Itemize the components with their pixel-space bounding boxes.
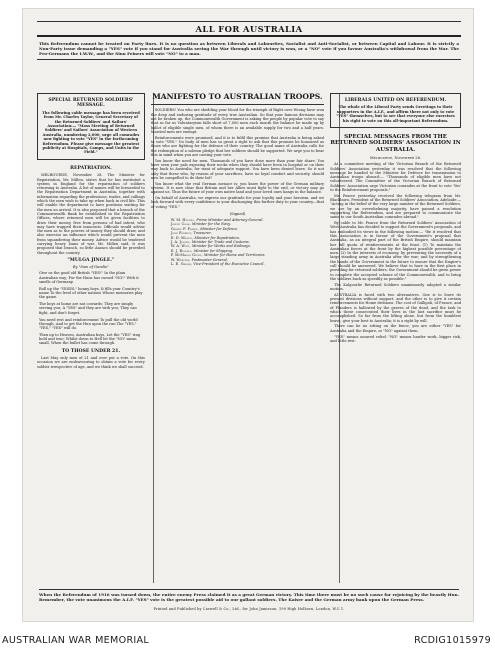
liberals-text: The whole of the Liberal Party sends Greetings to their supporters in the A.I.F., and affirm there not only to vote "YES" themselves, but to see that everyone else exercises his right to vote on this all-important Referendum. [336,105,455,123]
signatory-name: John Forrest, [170,231,194,236]
soldiers-message-text: The following cable message has been received from Mr. Charles Taylor, General Secretary of the Returned Soldiers' and Sailors' Association:— "Mass Meeting of Returned Soldiers' and Sailors' Association of Western Australia, numbering 2,000, urge all comrades now fighting to vote "YES" in the forthcoming Referendum. Please give message the greatest publicity at Hospitals, Camps, and Units in the Field." [42,110,140,155]
poem-stanza: Then up to Heaven, Australian boys, Let the "YES" ring bold and true; Whilst down to Hell let the "NO" mean small, When the bullet has come through. [39,332,141,346]
page-content [37,21,461,611]
liberals-box [330,93,461,128]
manifesto-paragraph: You know the need for men. Thousands of you have done more than your fair share. You have seen your pals exposing their necks when they should have been in hospital or on their way back to Australia, for want of adequate support. You have been denied leave. So it not only that these who, by reason of your sacrifices, have no loyal comfort and security, should now be compelled to do their bit? [150,158,325,180]
dateline: Melbourne, November 26. [370,156,422,161]
intro-rule [37,59,461,60]
poem-stanza: The boys at home are not cowards; They are simply serving you; A "YES" and they are with you; They can fight, and don't forget. [39,302,137,315]
signatory-role: Minister for Home and Territories. [203,253,266,258]
signatory-name: W. M. Hughes, [170,217,197,222]
special-message-paragraph: AUSTRALIA is faced with two alternatives. One is to leave its present divisions without support, and the other is to give it certain reinforcements for Home divisions. The cost of Gallipoli, of France, and of Flanders is hallowed by the graves of the dead, and the task to which these consecrated their lives in the last sacrifice must be accomplished. So far from the lifting alone, but from the humblest brave, give your best to Australia; it is a right by will. [330,292,461,323]
signatory-name: E. D. Millen, [170,235,195,240]
page-title: ALL FOR AUSTRALIA [195,24,303,34]
under-21-heading: TO THOSE UNDER 21. [61,348,121,354]
special-message-paragraph: At a committee meeting of the Victorian Branch of the Returned Soldiers' Association yesterday it was resolved that the following message be handed to the Minister for Defence for transmission to Australian troops abroad:— "Thousands of eligible men have not volunteered. The Committee of the Victorian Branch of Returned Soldiers' Association urge Victorian comrades at the front to vote 'Yes' to the Reinforcement proposals." [330,162,461,193]
manifesto-paragraph: SOLDIERS! You who are shedding your blood for the triumph of Right over Wrong have won the deep and enduring gratitude of every true Australian. So that your famous divisions may not be broken up, the Commonwealth Government is asking the people by popular vote to say that so far as Voluntaryism falls short of 7,000 men each month the balance be made up by ballot of eligible single men, of whom there is an available supply for two and a half years. Married men are exempt. [150,108,325,134]
middle-column [151,93,324,583]
soldiers-message-box [37,93,145,160]
signatory-role: Minister for Works and Railways. [191,244,252,249]
closing-paragraph [37,587,461,602]
poem-stanzas [39,271,145,345]
manifesto-paragraph: Reinforcements were promised, and it is to fulfil this promise that Australia is being asked to vote "YES." No body of men has so great a right to ask that this promise be honoured as those who are fighting for the defence of their country. The good name of Australia calls for the redemption of a solemn pledge that her soldiers should be supported. We urge you to bear this in mind when you are casting your vote. [150,135,325,157]
signatory-role: Minister for Shipping. [193,248,234,253]
repatriation-text: MELBOURNE, November 28. The Minister for Repatriation, Mr. Millen, states that he has instituted a system in England for the repatriation of soldiers returning to Australia. A list of names will be forwarded to the Repatriation Department in Australia, together with information regarding the professions, trades, and callings which the men wish to take up when back in civil life. This will enable the department to have positions waiting for the men on arrival. It is also proposed that a branch of the Commonwealth Bank be established in the Repatriation Offices, where returned men will be given facilities to draw their money, free from persons of bad intent, who may have trapped their innocents. Officials would advise the men as to the powers of money they should draw, and also exercise an influence which would prevent the men from squandering their money. Advice would be tendered carrying heavy loans of war. Mr. Millen said, it was proposed that branch, so little Anzacs should be provided throughout the country. [37,173,145,255]
signatory-role: Prime Minister and Attorney-General. [196,217,264,222]
special-message-paragraph: By cable to Mr. Pearce from the Returned Soldiers' Association of West Australia has decided to support the Government's proposals, and has embodied its views in the following motion:— "Be it resolved that this Association is in favour of the Government's proposal that Australia, as an integral part of the British Empire, should maintain her full quota of reinforcements at the front. (1) To maintain the Australian forces at the front by the highest possible percentage of men. (2) In the interests of economy, by preventing the necessity of a large standing army in Australia after the war; and by strengthening the hands of the Government in the future to ensure that the Empire's call should be answered. We believe that to have in the first place in providing for returned soldiers, the Government should be given power to complete the accepted scheme of the Commonwealth, and to bring the soldiers back as speedily as possible." [330,221,461,281]
signatory-role: Vice-President of the Executive Council. [193,262,265,266]
manifesto-paragraph: On behalf of Australia, we express our gratitude for your loyalty and your heroism, and we look forward with every confidence to your discharging this further duty to your country—that of voting "YES." [150,196,325,209]
left-column [37,93,145,583]
soldiers-message-heading: SPECIAL RETURNED SOLDIERS' MESSAGE. [48,98,134,109]
archive-institution: AUSTRALIAN WAR MEMORIAL [2,634,150,646]
signatory-list [151,218,324,266]
signatory-name: L. E. Groom, [170,262,194,266]
signatory-name: P. McMahon Glynn, [170,253,204,258]
printer-imprint: Printed and Published by Caswell & Co., Ltd., for John Jamieson, 199 High Holborn, London, W.C.1. [153,607,345,611]
signatory [171,262,324,266]
poem-stanza: Roll up the "YESES," bonny boys, It fills your Country's name To the level of other nations Whose memories play the game. [39,286,143,300]
columns [37,93,461,583]
signatory-role: Postmaster-General. [191,257,228,262]
document-page [22,8,474,622]
signatory-role: Minister for Trade and Customs. [191,239,250,244]
signatory-name: E. J. Russell, [170,248,194,253]
signatory-name: Joseph Cook, [170,222,192,227]
special-messages-title: SPECIAL MESSAGES FROM THE RETURNED SOLDIERS' ASSOCIATION IN AUSTRALIA. [330,134,461,153]
special-message-paragraph: "YES" means assured relief. "NO" means harder work, bigger risk, and little rest. [330,334,461,343]
manifesto-paragraph: You know what the real German menace is; you know the power of the German military system. It is now clear that Britain and her Allies must fight to the end, or victory may go against us. Thus the future of your own native land and your loved ones hangs in the balance. [150,181,325,195]
closing-rule [39,589,459,590]
signatory-name: W. Webster, [170,257,192,262]
signatory-name: W. A. Watt, [170,244,192,249]
special-messages-text [330,162,461,343]
repatriation-heading: REPATRIATION. [70,165,112,171]
poem-byline: By "Sam of Gundie" [72,265,109,270]
signatory-role: Minister for Defence. [200,226,239,231]
right-column [330,93,461,583]
intro-paragraph: This Referendum cannot be treated on Party lines. It is no question as between Liberals and Labourites, Socialist and Anti-Socialist, or between Capital and Labour. It is strictly a Non-Party issue demanding a "YES" vote if you stand for Australia seeing the War through until victory is won, or a "NO" vote if you favour Australia's withdrawal from the War. The Pro-Germans the I.W.W., and the Sinn Feiners will vote "NO" to a man. [39,41,459,56]
manifesto-rule [151,104,324,105]
archive-caption [0,626,495,654]
signatory-role: Minister for the Navy. [191,222,231,227]
manifesto-text [151,108,324,209]
poem-stanza: Give us the good old British "YES!" In the plain Australian way; For the Huns has cursed "NO!" With it smells of Germany. [39,271,139,284]
special-message-paragraph: Mr. Pearce yesterday received the following telegram from Mr. Blackburn, President of the Returned Soldiers' Association, Adelaide:— "Acting in the belief of the very large number of the Returned Soldiers, we are by an overwhelming majority, have passed a resolution supporting the Referendum, and are prepared to communicate the same to our South Australian comrades abroad." [330,193,461,220]
title-rule [37,35,461,37]
manifesto-title: MANIFESTO TO AUSTRALIAN TROOPS. [152,93,323,101]
signatory-name: George F. Pearce, [170,226,201,231]
archive-reference: RCDIG1015979 [414,634,491,646]
under-21-text: Last May only men of 21 and over put a vote. On this occasion we are endeavouring to obtain a vote for every soldier irrespective of age, and we think we shall succeed. [37,356,145,369]
special-message-paragraph: There can be no sitting on the fence; you are either "YES" for Australia and the Empire, or "NO" against them. [330,324,461,333]
closing-text: When the Referendum of 1916 was turned down, the entire enemy Press claimed it as a great German victory. This time there must be no such cause for rejoicing by the beastly Hun. Remember, the vote unanimous the A.I.F. "YES" vote is the greatest possible aid to our gallant soldiers. The Kaiser and the German army bank upon the German Press. [39,592,459,602]
poem-heading: "MULGA JINGLE." [67,257,115,263]
poem-stanza: You need rest and reinforcement To pull the old world through, And to get the Hun upon the run The "YES," "YES," "YES" will do. [39,317,138,331]
signatory-role: Treasurer. [193,231,212,236]
liberals-heading: LIBERALS UNITED ON REFERENDUM. [344,98,447,103]
signatory-role: Minister for Repatriation. [194,235,241,240]
signatory-name: J. A. Jensen, [170,239,192,244]
special-message-paragraph: The Kalgoorlie Returned Soldiers unanimously adopted a similar motion. [330,282,461,292]
signed-label: (Signed) [229,211,246,216]
